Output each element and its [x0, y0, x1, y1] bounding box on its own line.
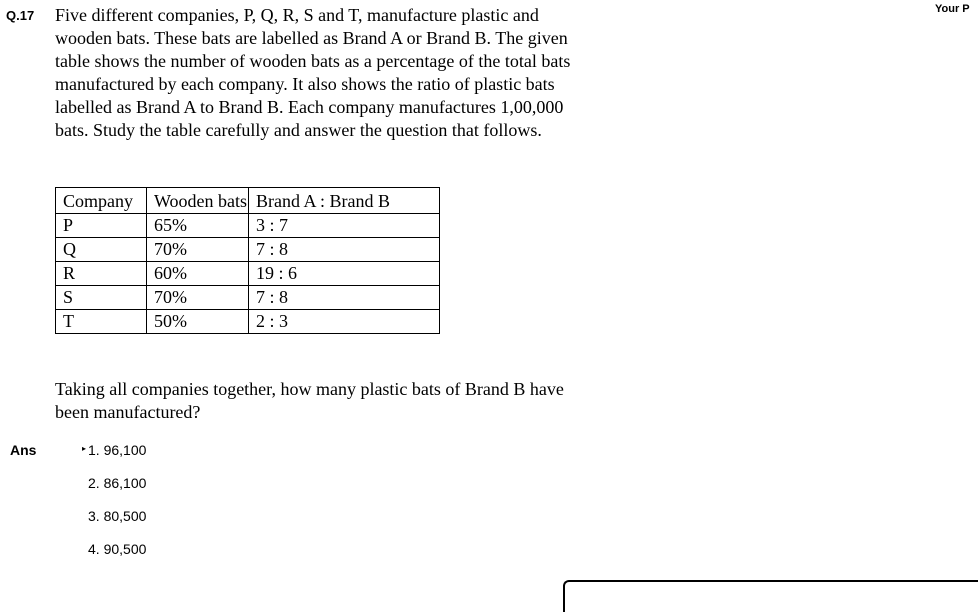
header-company: Company: [56, 188, 147, 214]
cell-company: R: [56, 262, 147, 286]
cell-company: T: [56, 310, 147, 334]
answer-option-1[interactable]: [82, 442, 147, 475]
cell-company: S: [56, 286, 147, 310]
option-label: 2. 86,100: [88, 475, 147, 491]
table-row: [56, 286, 440, 310]
cell-wooden: 50%: [147, 310, 249, 334]
cell-wooden: 60%: [147, 262, 249, 286]
option-label: 1. 96,100: [88, 442, 147, 458]
answer-label: Ans: [10, 442, 37, 458]
sub-question-text: Taking all companies together, how many plastic bats of Brand B have been manufactured?: [55, 379, 564, 422]
option-label: 4. 90,500: [88, 541, 147, 557]
table-row: [56, 262, 440, 286]
bottom-panel-edge: [563, 580, 978, 612]
question-paragraph: Five different companies, P, Q, R, S and T, manufacture plastic and wooden bats. These bats are labelled as Brand A or Brand B. The given table shows the number of wooden bats as a percentage of the total bats manufactured by each company. It also shows the ratio of plastic bats labelled as Brand A to Brand B. Each company manufactures 1,00,000 bats. Study the table carefully and answer the question that follows.: [55, 5, 571, 140]
cell-ratio: 3 : 7: [249, 214, 440, 238]
cell-company: Q: [56, 238, 147, 262]
question-number: Q.17: [6, 8, 35, 23]
cell-company: P: [56, 214, 147, 238]
answer-options: [82, 442, 147, 574]
question-text: [55, 4, 575, 142]
option-marker-icon: ▸: [82, 444, 87, 453]
option-label: 3. 80,500: [88, 508, 147, 524]
table-row: [56, 238, 440, 262]
data-table: [55, 187, 440, 334]
cell-wooden: 65%: [147, 214, 249, 238]
table-row: [56, 310, 440, 334]
header-brand-ratio: Brand A : Brand B: [249, 188, 440, 214]
cell-ratio: 19 : 6: [249, 262, 440, 286]
table-row: [56, 214, 440, 238]
table-header-row: [56, 188, 440, 214]
answer-option-3[interactable]: [88, 508, 146, 541]
answer-option-4[interactable]: [88, 541, 146, 574]
cell-ratio: 7 : 8: [249, 238, 440, 262]
cell-wooden: 70%: [147, 286, 249, 310]
header-wooden-bats: Wooden bats: [147, 188, 249, 214]
cell-ratio: 7 : 8: [249, 286, 440, 310]
cell-ratio: 2 : 3: [249, 310, 440, 334]
top-right-label: Your P: [935, 3, 970, 15]
cell-wooden: 70%: [147, 238, 249, 262]
answer-option-2[interactable]: [88, 475, 146, 508]
